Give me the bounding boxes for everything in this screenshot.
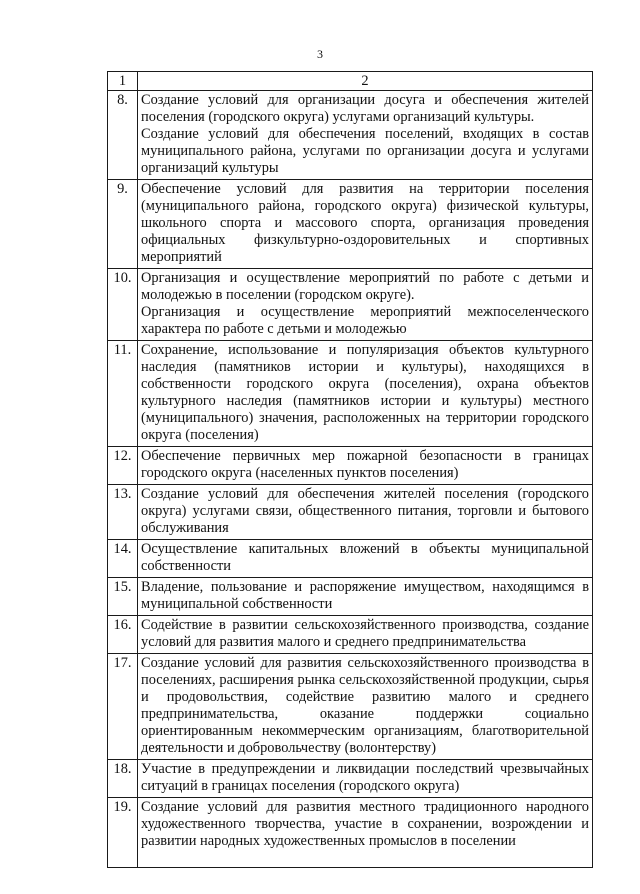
table-row [108,654,593,760]
table-row [108,447,593,485]
powers-table [107,71,593,868]
row-number: 14. [108,540,138,578]
row-paragraph: Организация и осуществление мероприятий межпоселенческого характера по работе с детьми и молодежью [141,304,589,337]
row-paragraph: Организация и осуществление мероприятий по работе с детьми и молодежью в поселении (городском округе). [141,270,589,303]
row-content [138,798,593,868]
table-row [108,540,593,578]
row-content [138,341,593,447]
column-header-content: 2 [138,72,593,91]
row-content [138,447,593,485]
table-row [108,798,593,868]
row-number: 17. [108,654,138,760]
table-row [108,616,593,654]
column-header-number: 1 [108,72,138,91]
row-paragraph: Создание условий для развития местного традиционного народного художественного творчества, участие в сохранении, возрождении и развитии народных художественных промыслов в поселении [141,799,589,849]
row-number: 9. [108,180,138,269]
row-number: 19. [108,798,138,868]
row-paragraph: Создание условий для обеспечения поселений, входящих в состав муниципального района, услугами по организации досуга и услугами организаций культуры [141,126,589,176]
table-row [108,180,593,269]
row-paragraph: Создание условий для организации досуга и обеспечения жителей поселения (городского округа) услугами организаций культуры. [141,92,589,125]
table-row [108,485,593,540]
table-row [108,91,593,180]
row-paragraph: Осуществление капитальных вложений в объекты муниципальной собственности [141,541,589,574]
row-number: 13. [108,485,138,540]
table-row [108,341,593,447]
row-number: 8. [108,91,138,180]
row-number: 12. [108,447,138,485]
row-paragraph: Владение, пользование и распоряжение имуществом, находящимся в муниципальной собственности [141,579,589,612]
page-number: 3 [317,47,323,61]
row-paragraph: Создание условий для развития сельскохозяйственного производства в поселениях, расширения рынка сельскохозяйственной продукции, сырья и продовольствия, содействие развитию малого и среднего предпринимательства, оказание поддержки социально ориентированным некоммерческим организациям, благотворительной деятельности и добровольчеству (волонтерству) [141,655,589,756]
table-body [108,72,593,868]
row-content [138,180,593,269]
row-content [138,540,593,578]
table-row [108,578,593,616]
row-paragraph: Обеспечение первичных мер пожарной безопасности в границах городского округа (населенных пунктов поселения) [141,448,589,481]
row-content [138,654,593,760]
row-paragraph: Создание условий для обеспечения жителей поселения (городского округа) услугами связи, общественного питания, торговли и бытового обслуживания [141,486,589,536]
row-paragraph: Обеспечение условий для развития на территории поселения (муниципального района, городского округа) физической культуры, школьного спорта и массового спорта, организация проведения официальных физкультурно-оздоровительных и спортивных мероприятий [141,181,589,265]
row-paragraph: Содействие в развитии сельскохозяйственного производства, создание условий для развития малого и среднего предпринимательства [141,617,589,650]
row-content [138,269,593,341]
table-row [108,269,593,341]
row-number: 10. [108,269,138,341]
row-paragraph: Участие в предупреждении и ликвидации последствий чрезвычайных ситуаций в границах поселения (городского округа) [141,761,589,794]
row-number: 18. [108,760,138,798]
row-content [138,616,593,654]
row-number: 15. [108,578,138,616]
row-content [138,760,593,798]
table-header-row [108,72,593,91]
row-paragraph: Сохранение, использование и популяризация объектов культурного наследия (памятников истории и культуры), находящихся в собственности городского округа (поселения), охрана объектов культурного наследия (памятников истории и культуры) местного (муниципального) значения, расположенных на территории городского округа (поселения) [141,342,589,443]
table-row [108,760,593,798]
row-number: 11. [108,341,138,447]
row-number: 16. [108,616,138,654]
row-content [138,578,593,616]
row-content [138,485,593,540]
row-content [138,91,593,180]
